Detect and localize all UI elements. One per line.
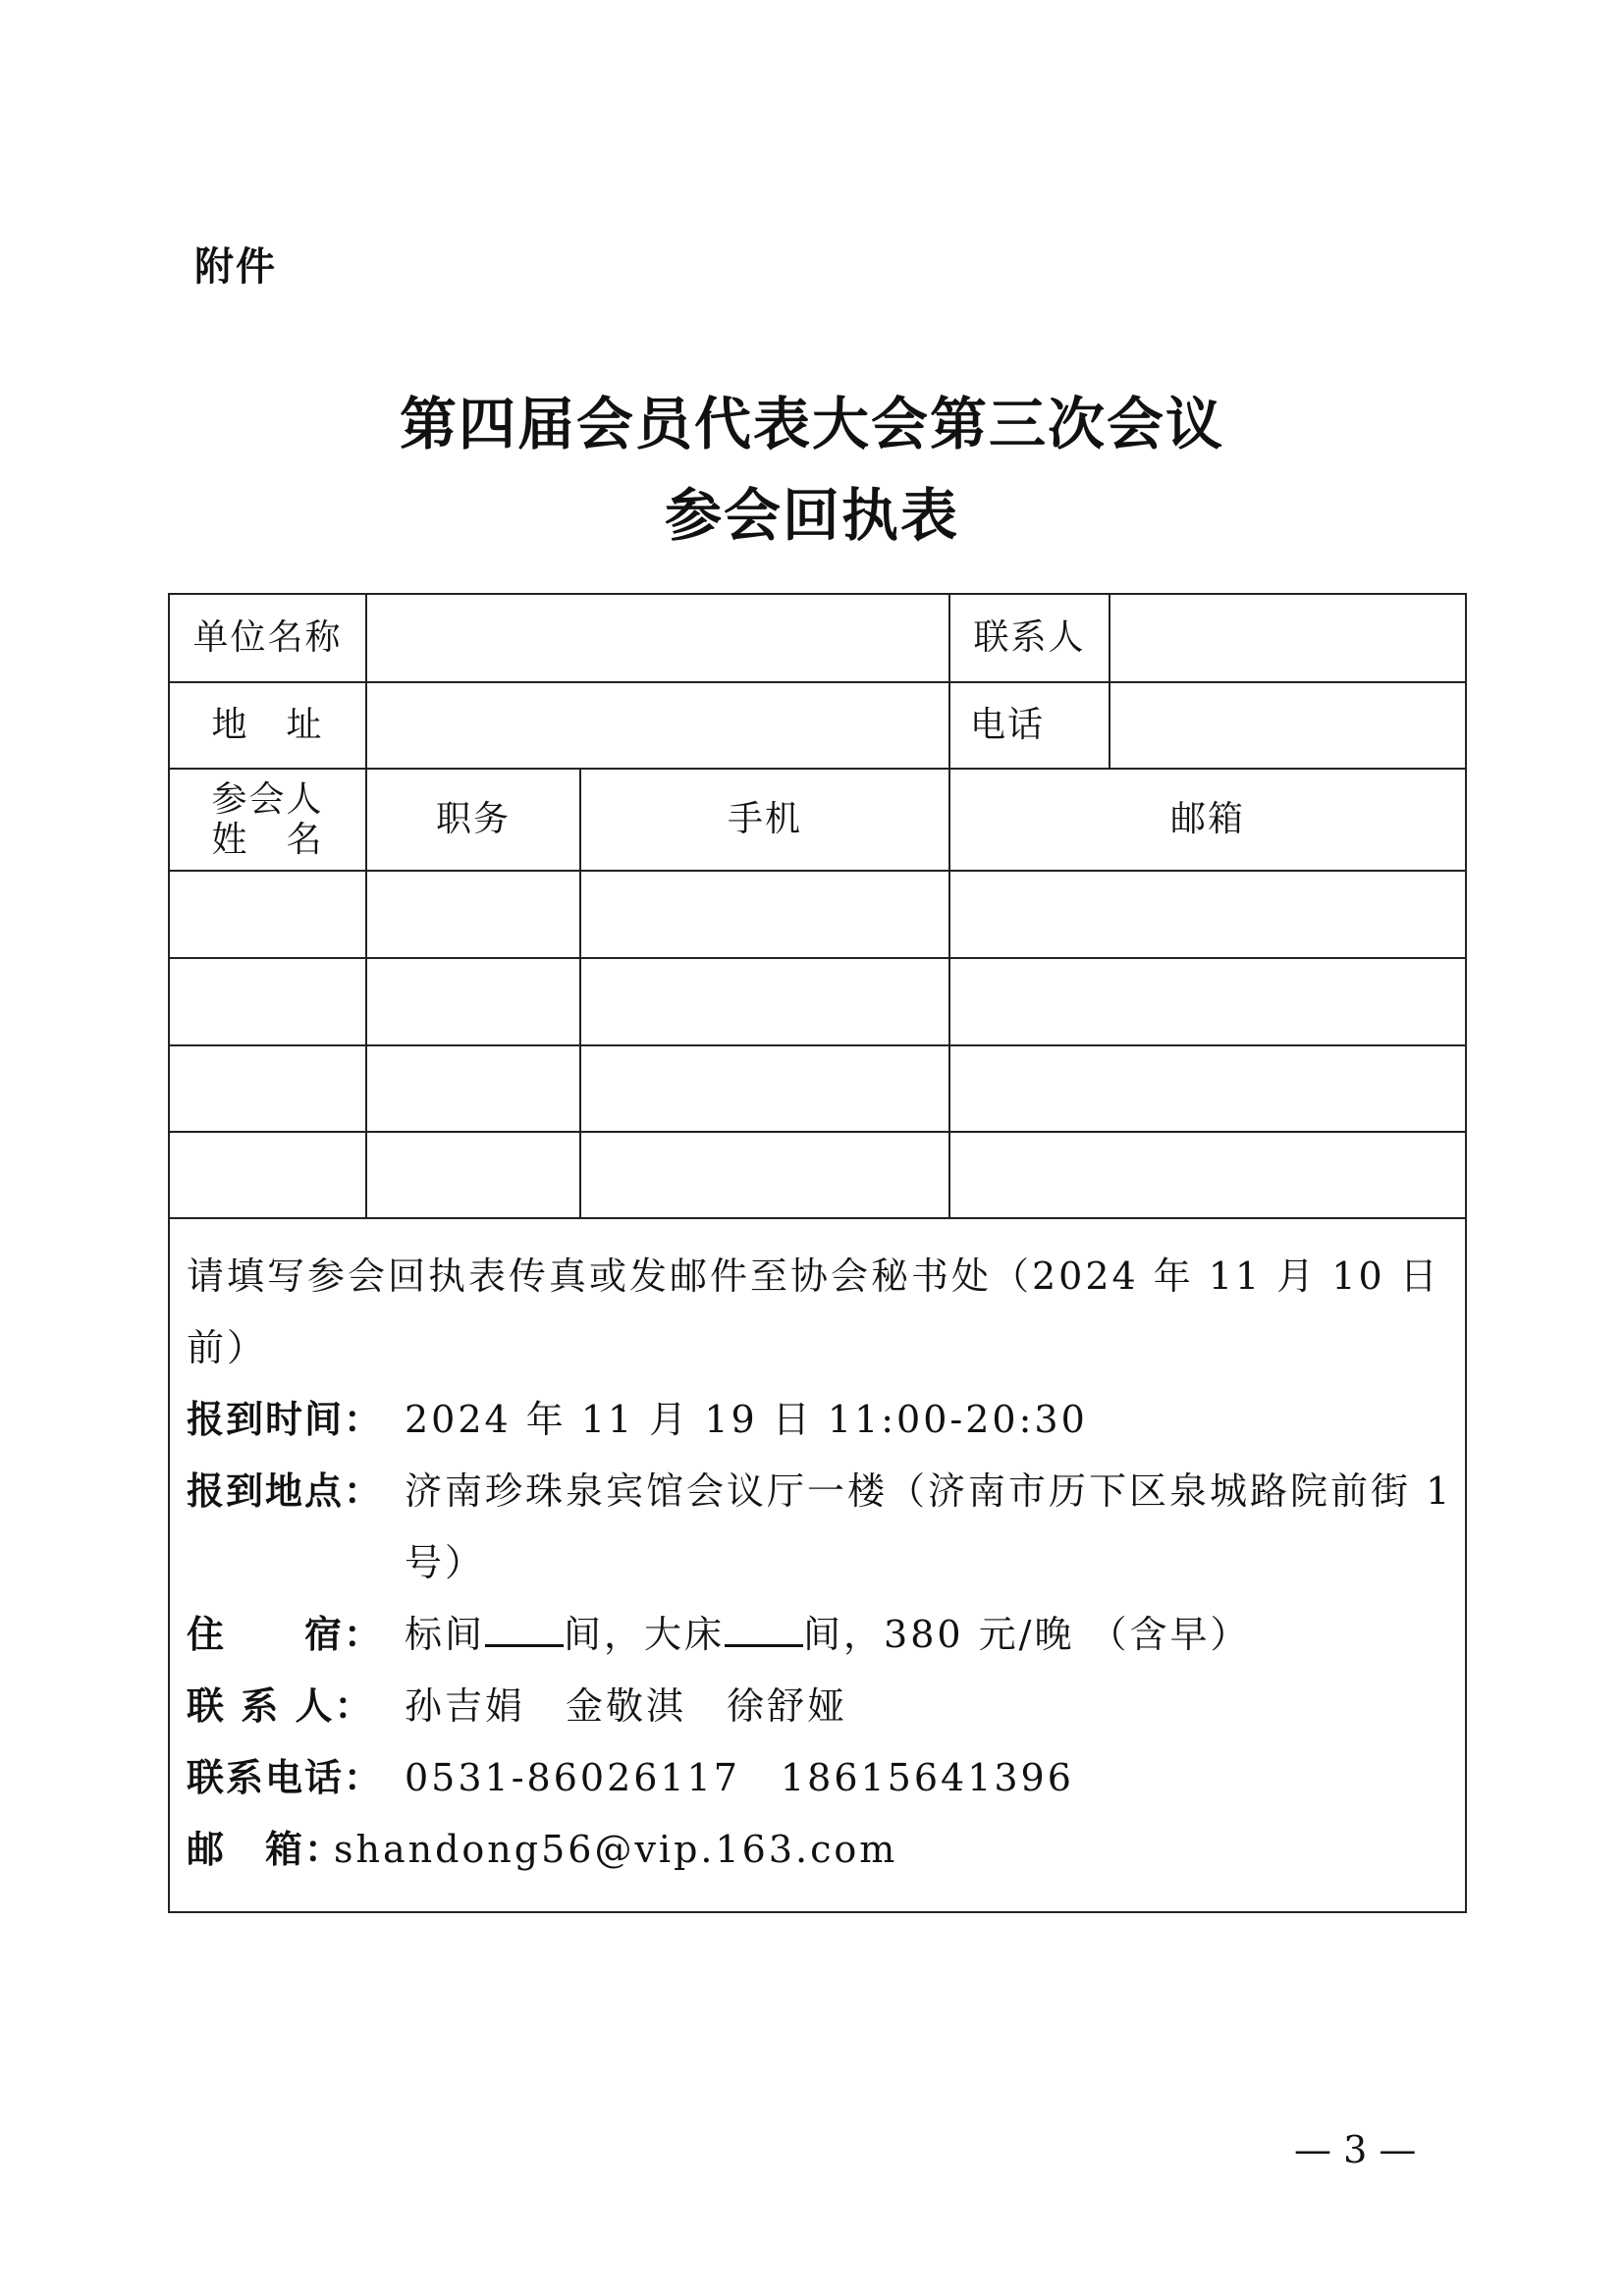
attendee-position-field[interactable] — [367, 1046, 579, 1131]
email-row — [187, 1814, 1453, 1886]
contact-label: 联系人 — [973, 617, 1086, 659]
attendee-name-field[interactable] — [170, 1046, 365, 1131]
attendee-mobile-field[interactable] — [581, 959, 948, 1044]
lodging-standard-text: 标间 — [405, 1613, 486, 1656]
contact-phone-label: 联系电话： — [187, 1756, 384, 1799]
page-number: — 3 — — [1294, 2128, 1417, 2171]
contact-email-value: shandong56@vip.163.com — [334, 1828, 898, 1871]
checkin-place-label: 报到地点： — [187, 1469, 384, 1513]
document-title: 第四届会员代表大会第三次会议 — [399, 391, 1224, 457]
attendee-name-field[interactable] — [170, 1133, 365, 1217]
attachment-label: 附件 — [194, 244, 277, 290]
contact-row — [187, 1671, 1453, 1742]
lodging-label: 住 宿： — [187, 1613, 384, 1656]
lodging-row — [187, 1599, 1453, 1671]
checkin-place-row — [187, 1456, 1453, 1599]
attendee-name-label-line2: 姓 名 — [211, 820, 324, 860]
attendee-email-field[interactable] — [950, 959, 1465, 1044]
standard-room-count-blank[interactable] — [485, 1615, 564, 1647]
meeting-notes — [187, 1241, 1453, 1886]
phone-row — [187, 1742, 1453, 1814]
grid-line — [170, 1217, 1465, 1219]
contact-email-label: 邮 箱： — [187, 1828, 345, 1871]
attendee-name-field[interactable] — [170, 959, 365, 1044]
org-name-field[interactable] — [367, 595, 948, 681]
attendee-position-field[interactable] — [367, 959, 579, 1044]
lodging-room-unit-1: 间，大床 — [564, 1613, 726, 1656]
attendee-email-field[interactable] — [950, 872, 1465, 957]
reply-form — [168, 593, 1467, 1913]
attendee-name-header — [170, 770, 365, 870]
org-name-label: 单位名称 — [192, 617, 343, 659]
contacts-label: 联 系 人： — [187, 1684, 374, 1728]
attendee-mobile-field[interactable] — [581, 872, 948, 957]
king-room-count-blank[interactable] — [725, 1615, 803, 1647]
attendee-position-field[interactable] — [367, 1133, 579, 1217]
contacts-value: 孙吉娟 金敬淇 徐舒娅 — [405, 1684, 848, 1728]
checkin-time-value: 2024 年 11 月 19 日 11:00-20:30 — [405, 1398, 1088, 1441]
contact-field[interactable] — [1110, 595, 1465, 681]
document-subtitle: 参会回执表 — [664, 482, 959, 549]
attendee-email-field[interactable] — [950, 1046, 1465, 1131]
address-label: 地 址 — [211, 705, 324, 746]
checkin-time-row — [187, 1384, 1453, 1456]
attendee-email-field[interactable] — [950, 1133, 1465, 1217]
lodging-room-unit-2: 间，380 元/晚 （含早） — [803, 1613, 1251, 1656]
phone-label: 电话 — [970, 705, 1046, 746]
checkin-time-label: 报到时间： — [187, 1398, 384, 1441]
attendee-position-field[interactable] — [367, 872, 579, 957]
email-header: 邮箱 — [1169, 799, 1245, 840]
attendee-mobile-field[interactable] — [581, 1133, 948, 1217]
checkin-place-value: 济南珍珠泉宾馆会议厅一楼（济南市历下区泉城路院前街 1 号） — [405, 1469, 1453, 1584]
attendee-name-field[interactable] — [170, 872, 365, 957]
instruction-text: 请填写参会回执表传真或发邮件至协会秘书处（2024 年 11 月 10 日前） — [187, 1255, 1440, 1369]
mobile-header: 手机 — [727, 799, 802, 840]
address-field[interactable] — [367, 683, 948, 768]
lodging-value — [405, 1599, 1453, 1671]
attendee-mobile-field[interactable] — [581, 1046, 948, 1131]
contact-phone-value: 0531-86026117 18615641396 — [405, 1756, 1074, 1799]
phone-field[interactable] — [1110, 683, 1465, 768]
attendee-name-label-line1: 参会人 — [211, 778, 324, 820]
position-header: 职务 — [435, 799, 511, 840]
